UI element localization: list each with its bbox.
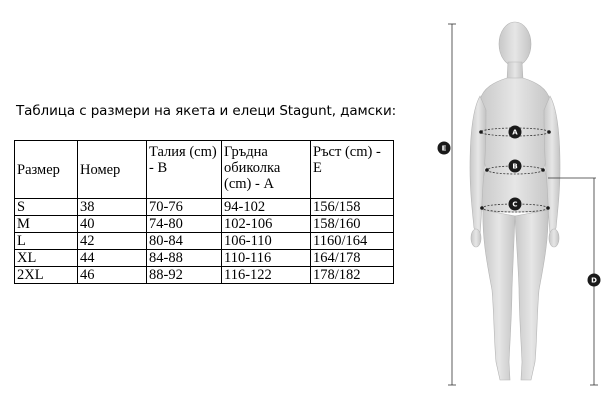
- cell-number: 46: [78, 267, 147, 284]
- body-silhouette-illustration: [420, 0, 615, 410]
- header-waist: Талия (cm) - B: [147, 141, 222, 199]
- table-row: [15, 199, 394, 216]
- badge-a: [509, 126, 522, 139]
- table-row: [15, 233, 394, 250]
- cell-size: S: [15, 199, 78, 216]
- cell-waist: 74-80: [147, 216, 222, 233]
- size-table: [14, 140, 394, 284]
- cell-waist: 70-76: [147, 199, 222, 216]
- cell-number: 44: [78, 250, 147, 267]
- cell-height: 156/158: [311, 199, 394, 216]
- badge-a-label: A: [512, 128, 518, 137]
- cell-chest: 94-102: [222, 199, 311, 216]
- header-size: Размер: [15, 141, 78, 199]
- cell-number: 40: [78, 216, 147, 233]
- cell-height: 178/182: [311, 267, 394, 284]
- table-header-row: [15, 141, 394, 199]
- cell-size: 2XL: [15, 267, 78, 284]
- cell-waist: 84-88: [147, 250, 222, 267]
- cell-waist: 80-84: [147, 233, 222, 250]
- badge-b: [509, 160, 522, 173]
- table-row: [15, 216, 394, 233]
- cell-waist: 88-92: [147, 267, 222, 284]
- table-row: [15, 267, 394, 284]
- cell-chest: 116-122: [222, 267, 311, 284]
- badge-c: [509, 198, 522, 211]
- cell-size: M: [15, 216, 78, 233]
- height-line-e: [448, 24, 456, 385]
- badge-e-label: E: [441, 144, 447, 153]
- cell-height: 1160/164: [311, 233, 394, 250]
- badge-c-label: C: [512, 200, 518, 209]
- cell-height: 164/178: [311, 250, 394, 267]
- cell-number: 38: [78, 199, 147, 216]
- badge-d: [588, 274, 601, 287]
- header-height: Ръст (cm) - E: [311, 141, 394, 199]
- badge-d-label: D: [591, 276, 597, 285]
- cell-chest: 106-110: [222, 233, 311, 250]
- cell-chest: 110-116: [222, 250, 311, 267]
- table-row: [15, 250, 394, 267]
- badge-b-label: B: [512, 162, 518, 171]
- header-number: Номер: [78, 141, 147, 199]
- table-caption: Таблица с размери на якета и елеци Stagunt, дамски:: [16, 103, 397, 119]
- cell-number: 42: [78, 233, 147, 250]
- cell-chest: 102-106: [222, 216, 311, 233]
- cell-size: L: [15, 233, 78, 250]
- header-chest: Гръдна обиколка (cm) - A: [222, 141, 311, 199]
- body-measurement-figure: [420, 0, 615, 410]
- cell-height: 158/160: [311, 216, 394, 233]
- badge-e: [438, 142, 451, 155]
- cell-size: XL: [15, 250, 78, 267]
